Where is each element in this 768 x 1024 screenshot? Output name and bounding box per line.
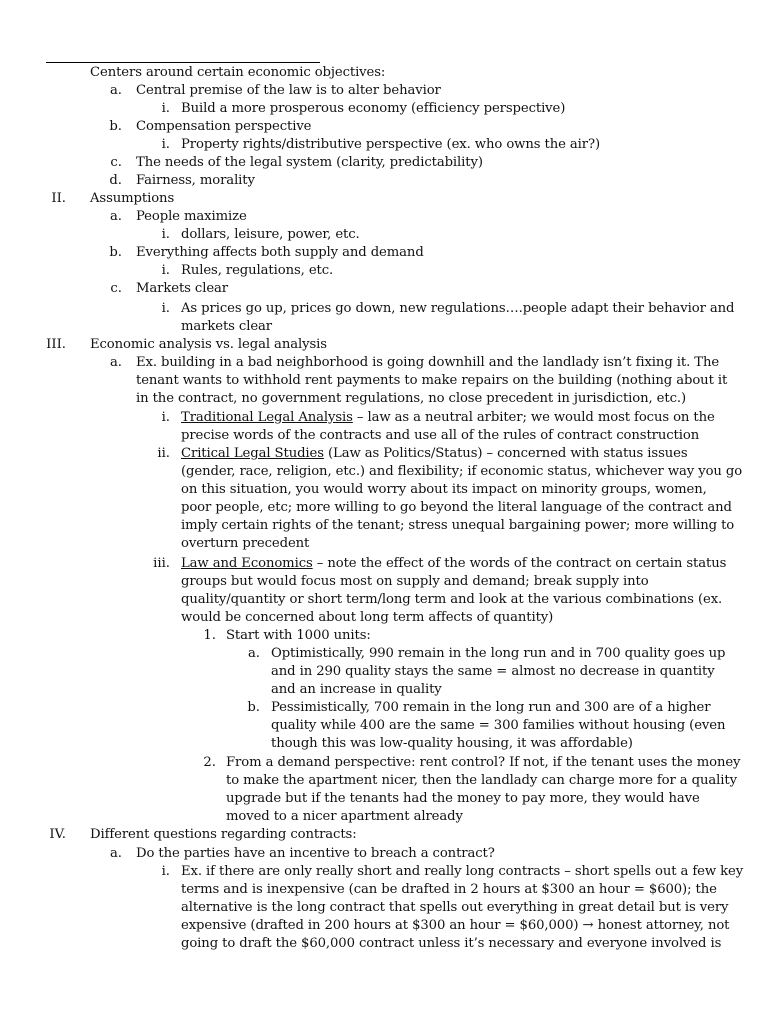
marker-a: a. [109, 846, 122, 861]
outline-item [181, 445, 688, 463]
outline-item: dollars, leisure, power, etc. [181, 227, 360, 242]
marker-1: 1. [203, 628, 216, 643]
marker-iii: iii. [153, 556, 170, 571]
outline-item-cont: (gender, race, religion, etc.) and flexibility; if economic status, whichever way you go [181, 464, 743, 479]
term-description: (Law as Politics/Status) – concerned with status issues [323, 446, 688, 461]
marker-i: i. [161, 227, 170, 242]
outline-item: Central premise of the law is to alter behavior [136, 83, 441, 98]
outline-item: As prices go up, prices go down, new regulations….people adapt their behavior and [181, 301, 735, 316]
marker-d: d. [109, 173, 122, 188]
outline-item-cont: imply certain rights of the tenant; stress unequal bargaining power; more willing to [181, 518, 735, 533]
marker-a: a. [109, 209, 122, 224]
outline-item-cont: and in 290 quality stays the same = almost no decrease in quantity [271, 664, 715, 679]
marker-a: a. [247, 646, 260, 661]
marker-i: i. [161, 137, 170, 152]
marker-i: i. [161, 864, 170, 879]
outline-item-cont: overturn precedent [181, 536, 310, 551]
marker-section-iii: III. [46, 337, 66, 352]
outline-item [181, 409, 715, 427]
outline-item: Do the parties have an incentive to breach a contract? [136, 846, 495, 861]
marker-a: a. [109, 355, 122, 370]
outline-item-cont: markets clear [181, 319, 272, 334]
outline-item-cont: on this situation, you would worry about its impact on minority groups, women, [181, 482, 707, 497]
outline-item-cont: in the contract, no government regulations, no close precedent in jurisdiction, etc.) [136, 391, 687, 406]
outline-item-cont: groups but would focus most on supply and demand; break supply into [181, 574, 649, 589]
outline-item-cont: moved to a nicer apartment already [226, 809, 463, 824]
outline-item-cont: quality while 400 are the same = 300 families without housing (even [271, 718, 726, 733]
marker-c: c. [110, 281, 122, 296]
outline-item: Start with 1000 units: [226, 628, 371, 643]
outline-item: Rules, regulations, etc. [181, 263, 334, 278]
outline-item [181, 555, 726, 573]
outline-item: Property rights/distributive perspective (ex. who owns the air?) [181, 137, 600, 152]
marker-a: a. [109, 83, 122, 98]
outline-item-cont: going to draft the $60,000 contract unless it’s necessary and everyone involved is [181, 936, 722, 951]
outline-item: Ex. building in a bad neighborhood is going downhill and the landlady isn’t fixing it. The [136, 355, 720, 370]
section-heading: Economic analysis vs. legal analysis [90, 337, 327, 352]
outline-item-cont: quality/quantity or short term/long term and look at the various combinations (ex. [181, 592, 723, 607]
outline-item: Build a more prosperous economy (efficiency perspective) [181, 101, 566, 116]
outline-item-cont: terms and is inexpensive (can be drafted in 2 hours at $300 an hour = $600); the [181, 882, 717, 897]
outline-item: People maximize [136, 209, 247, 224]
marker-c: c. [110, 155, 122, 170]
outline-item: From a demand perspective: rent control? If not, if the tenant uses the money [226, 755, 741, 770]
section-intro: Centers around certain economic objectives: [90, 65, 386, 80]
outline-item: Compensation perspective [136, 119, 312, 134]
footnote-separator [46, 62, 320, 63]
outline-item: Pessimistically, 700 remain in the long run and 300 are of a higher [271, 700, 711, 715]
outline-item-cont: precise words of the contracts and use all of the rules of contract construction [181, 428, 700, 443]
outline-item: Everything affects both supply and demand [136, 245, 424, 260]
marker-i: i. [161, 410, 170, 425]
marker-i: i. [161, 301, 170, 316]
marker-i: i. [161, 263, 170, 278]
outline-item-cont: expensive (drafted in 200 hours at $300 an hour = $60,000) → honest attorney, not [181, 918, 730, 933]
term-description: – note the effect of the words of the contract on certain status [312, 556, 727, 571]
outline-item-cont: upgrade but if the tenants had the money to pay more, they would have [226, 791, 700, 806]
outline-item: Optimistically, 990 remain in the long run and in 700 quality goes up [271, 646, 726, 661]
marker-section-ii: II. [51, 191, 66, 206]
outline-item: The needs of the legal system (clarity, predictability) [136, 155, 483, 170]
outline-item: Ex. if there are only really short and really long contracts – short spells out a few key [181, 864, 744, 879]
outline-item-cont: poor people, etc; more willing to go beyond the literal language of the contract and [181, 500, 732, 515]
marker-b: b. [247, 700, 260, 715]
marker-b: b. [109, 119, 122, 134]
outline-item-cont: tenant wants to withhold rent payments to make repairs on the building (nothing about it [136, 373, 728, 388]
outline-item-cont: though this was low-quality housing, it was affordable) [271, 736, 633, 751]
outline-item-cont: alternative is the long contract that spells out everything in great detail but is very [181, 900, 729, 915]
marker-section-iv: IV. [49, 827, 66, 842]
term-law-and-economics: Law and Economics [181, 556, 313, 571]
marker-2: 2. [203, 755, 216, 770]
outline-item-cont: would be concerned about long term affects of quantity) [181, 610, 554, 625]
marker-i: i. [161, 101, 170, 116]
section-heading: Different questions regarding contracts: [90, 827, 357, 842]
marker-ii: ii. [157, 446, 170, 461]
section-heading: Assumptions [90, 191, 175, 206]
term-traditional-legal-analysis: Traditional Legal Analysis [181, 410, 353, 425]
outline-item-cont: to make the apartment nicer, then the landlady can charge more for a quality [226, 773, 737, 788]
marker-b: b. [109, 245, 122, 260]
term-description: – law as a neutral arbiter; we would most focus on the [352, 410, 715, 425]
term-critical-legal-studies: Critical Legal Studies [181, 446, 324, 461]
outline-item: Markets clear [136, 281, 228, 296]
outline-item-cont: and an increase in quality [271, 682, 442, 697]
outline-item: Fairness, morality [136, 173, 255, 188]
